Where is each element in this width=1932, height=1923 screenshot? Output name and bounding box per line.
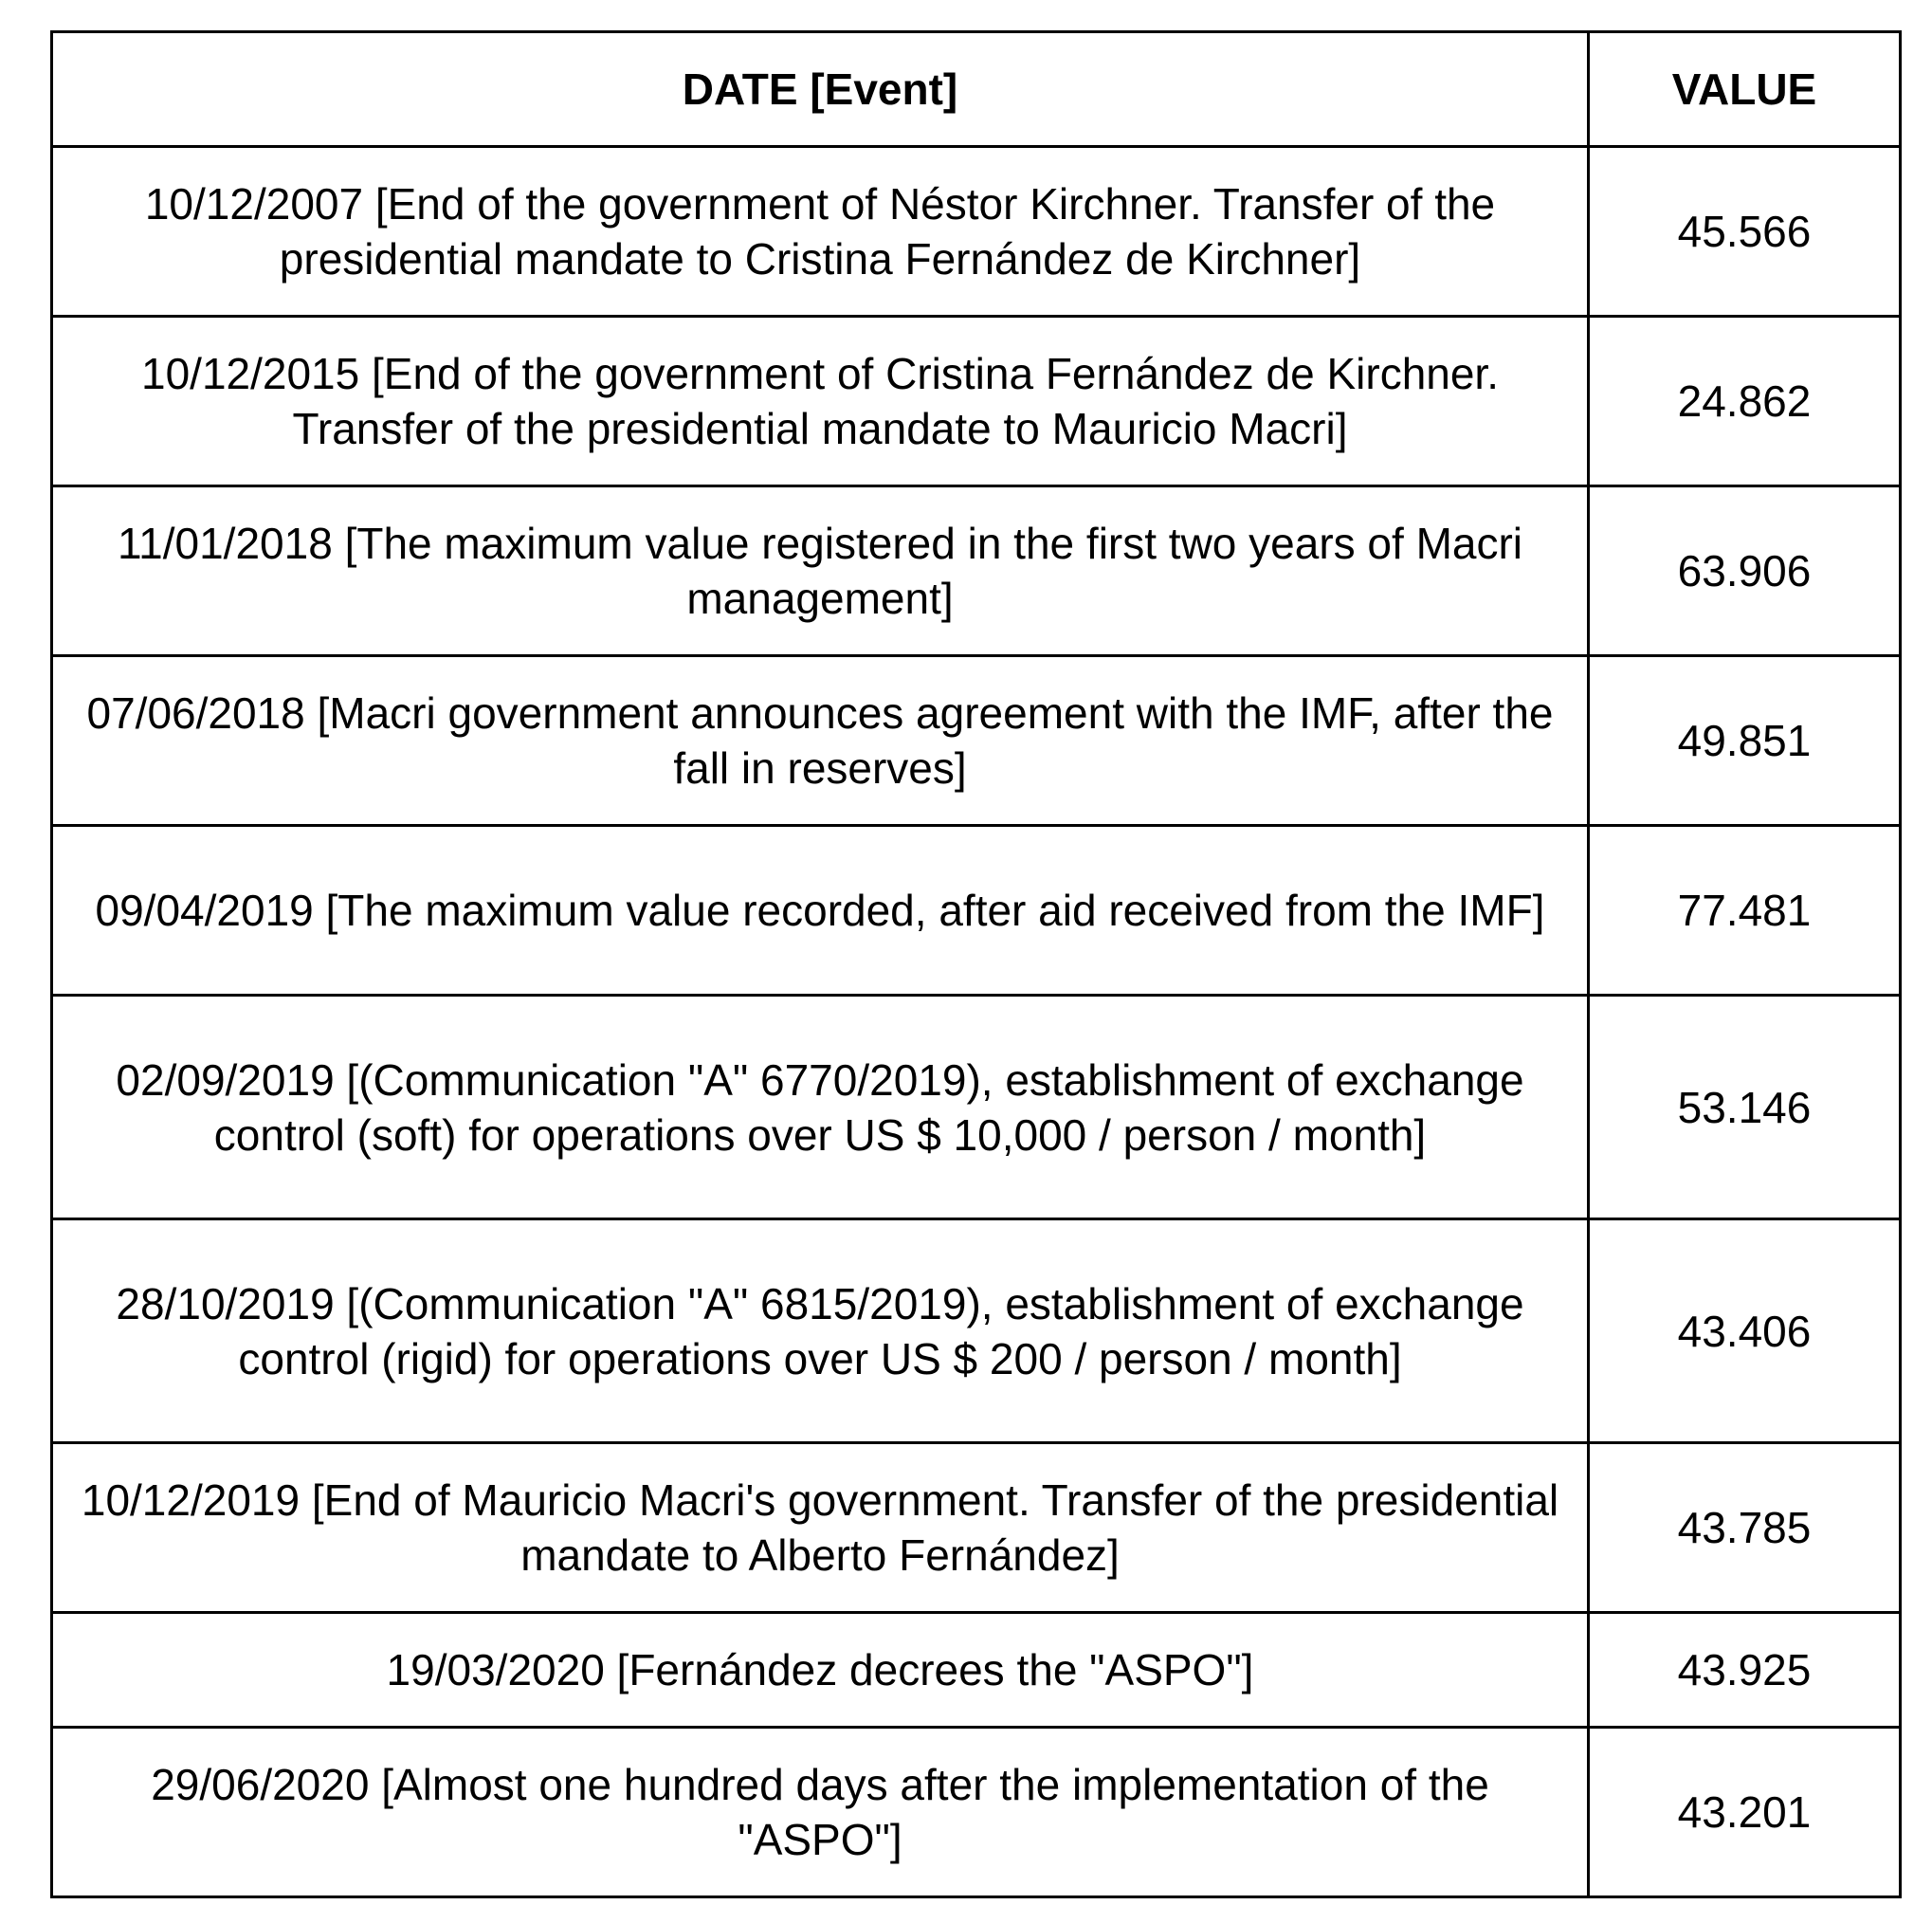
event-cell: 10/12/2019 [End of Mauricio Macri's government. Transfer of the presidential mandate to Alberto Fernández] [52, 1443, 1589, 1613]
table-row [52, 996, 1901, 1219]
value-cell: 43.785 [1589, 1443, 1901, 1613]
value-cell: 24.862 [1589, 317, 1901, 486]
header-event: DATE [Event] [52, 32, 1589, 147]
table-row [52, 317, 1901, 486]
table-row [52, 656, 1901, 826]
table-row [52, 1728, 1901, 1897]
event-cell: 28/10/2019 [(Communication "A" 6815/2019), establishment of exchange control (rigid) for operations over US $ 200 / person / month] [52, 1219, 1589, 1443]
value-cell: 49.851 [1589, 656, 1901, 826]
value-cell: 77.481 [1589, 826, 1901, 996]
value-cell: 63.906 [1589, 486, 1901, 656]
value-cell: 43.925 [1589, 1613, 1901, 1728]
event-cell: 19/03/2020 [Fernández decrees the "ASPO"] [52, 1613, 1589, 1728]
table-row [52, 486, 1901, 656]
event-cell: 11/01/2018 [The maximum value registered in the first two years of Macri management] [52, 486, 1589, 656]
event-cell: 29/06/2020 [Almost one hundred days after the implementation of the "ASPO"] [52, 1728, 1589, 1897]
table-row [52, 1443, 1901, 1613]
value-cell: 43.406 [1589, 1219, 1901, 1443]
table-row [52, 147, 1901, 317]
table-row [52, 1613, 1901, 1728]
event-cell: 10/12/2007 [End of the government of Néstor Kirchner. Transfer of the presidential mandate to Cristina Fernández de Kirchner] [52, 147, 1589, 317]
table-row [52, 826, 1901, 996]
events-value-table [50, 30, 1902, 1898]
value-cell: 43.201 [1589, 1728, 1901, 1897]
value-cell: 45.566 [1589, 147, 1901, 317]
table-row [52, 1219, 1901, 1443]
table-header-row [52, 32, 1901, 147]
header-value: VALUE [1589, 32, 1901, 147]
event-cell: 07/06/2018 [Macri government announces agreement with the IMF, after the fall in reserves] [52, 656, 1589, 826]
value-cell: 53.146 [1589, 996, 1901, 1219]
event-cell: 10/12/2015 [End of the government of Cristina Fernández de Kirchner. Transfer of the presidential mandate to Mauricio Macri] [52, 317, 1589, 486]
event-cell: 02/09/2019 [(Communication "A" 6770/2019), establishment of exchange control (soft) for operations over US $ 10,000 / person / month] [52, 996, 1589, 1219]
data-table-container [50, 30, 1899, 1898]
event-cell: 09/04/2019 [The maximum value recorded, after aid received from the IMF] [52, 826, 1589, 996]
